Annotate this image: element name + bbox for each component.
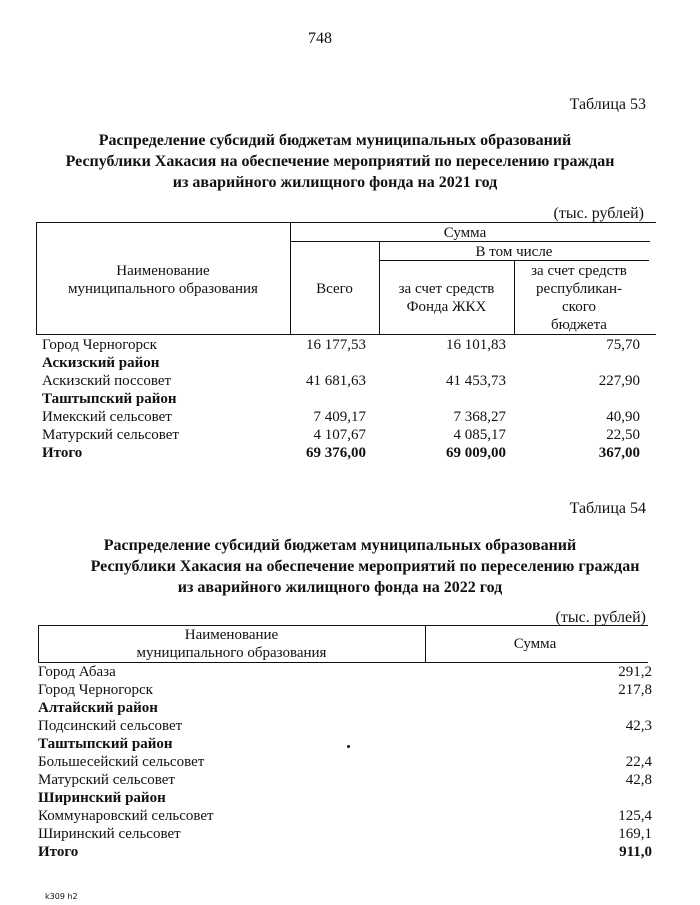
row-sum: 42,3: [625, 718, 652, 734]
row-name: Город Абаза: [38, 664, 116, 680]
row-republic: 367,00: [598, 445, 640, 461]
table-53-title-line: Республики Хакасия на обеспечение мероприятий по переселению граждан: [65, 153, 615, 170]
column-header-total: Всего: [316, 281, 353, 297]
row-name: Аскизский район: [42, 355, 160, 371]
table-54-title-line: Республики Хакасия на обеспечение мероприятий по переселению граждан: [90, 558, 640, 575]
column-header-sum: Сумма: [513, 636, 557, 652]
row-fund: 4 085,17: [453, 427, 506, 443]
row-fund: 7 368,27: [453, 409, 506, 425]
header-line: ского: [562, 299, 596, 315]
table-row: [38, 753, 652, 771]
row-sum: 42,8: [625, 772, 652, 788]
table-53-title-line: Распределение субсидий бюджетам муниципальных образований: [98, 132, 572, 149]
table-53-title-line: из аварийного жилищного фонда на 2021 год: [172, 174, 498, 191]
row-name: Итого: [38, 844, 79, 860]
header-line: Фонда ЖКХ: [406, 299, 487, 315]
footer-code: k309 h2: [45, 892, 78, 901]
row-name: Коммунаровский сельсовет: [38, 808, 214, 824]
column-header-name: [38, 626, 425, 662]
row-name: Таштыпский район: [38, 736, 173, 752]
table-53-header-border: [36, 334, 656, 335]
row-name: Подсинский сельсовет: [38, 718, 183, 734]
column-header-sum: Сумма: [443, 225, 487, 241]
row-fund: 69 009,00: [446, 445, 506, 461]
table-row: [42, 372, 640, 390]
row-sum: 22,4: [625, 754, 652, 770]
table-row: [38, 663, 652, 681]
table-53-header-border: [36, 222, 656, 223]
row-republic: 40,90: [606, 409, 640, 425]
table-row: [38, 681, 652, 699]
row-fund: 41 453,73: [446, 373, 506, 389]
stray-dot-mark: [347, 745, 350, 748]
table-54-title-line: Распределение субсидий бюджетам муниципальных образований: [103, 537, 577, 554]
row-republic: 22,50: [606, 427, 640, 443]
table-row: [38, 807, 652, 825]
row-total: 4 107,67: [313, 427, 366, 443]
row-name: Город Черногорск: [38, 682, 153, 698]
row-republic: 227,90: [598, 373, 640, 389]
table-row: [38, 717, 652, 735]
header-line: за счет средств: [398, 281, 495, 297]
row-total: 7 409,17: [313, 409, 366, 425]
table-row: [42, 426, 640, 444]
row-name: Большесейский сельсовет: [38, 754, 205, 770]
column-header-republic: [514, 262, 644, 334]
table-row: [38, 735, 640, 753]
row-total: 69 376,00: [306, 445, 366, 461]
table-row: [42, 408, 640, 426]
table-54-units: (тыс. рублей): [555, 609, 646, 626]
row-name: Итого: [42, 445, 83, 461]
table-row: [42, 336, 640, 354]
header-line: республикан-: [535, 281, 623, 297]
table-row: [38, 771, 652, 789]
column-header-fund: [379, 280, 514, 316]
row-total: 16 177,53: [306, 337, 366, 353]
row-fund: 16 101,83: [446, 337, 506, 353]
row-name: Ширинский район: [38, 790, 166, 806]
row-name: Таштыпский район: [42, 391, 177, 407]
column-header-name: [36, 262, 290, 298]
table-row: [38, 699, 640, 717]
header-line: за счет средств: [531, 263, 627, 279]
table-53-label: Таблица 53: [569, 96, 646, 113]
header-line: Наименование: [116, 263, 210, 279]
row-sum: 125,4: [618, 808, 652, 824]
page-number: 748: [308, 30, 332, 47]
row-republic: 75,70: [606, 337, 640, 353]
row-sum: 911,0: [619, 844, 652, 860]
table-53-units: (тыс. рублей): [553, 205, 644, 222]
header-line: муниципального образования: [68, 281, 258, 297]
header-line: муниципального образования: [136, 645, 327, 661]
row-sum: 291,2: [618, 664, 652, 680]
row-name: Имекский сельсовет: [42, 409, 172, 425]
table-54-label: Таблица 54: [569, 500, 646, 517]
column-header-including: В том числе: [475, 244, 553, 260]
table-row-total: [42, 444, 640, 462]
row-name: Аскизский поссовет: [42, 373, 172, 389]
row-sum: 217,8: [618, 682, 652, 698]
table-row: [42, 390, 640, 408]
row-name: Алтайский район: [38, 700, 158, 716]
row-total: 41 681,63: [306, 373, 366, 389]
row-name: Город Черногорск: [42, 337, 157, 353]
table-row: [42, 354, 640, 372]
row-name: Матурский сельсовет: [38, 772, 175, 788]
table-54-title-line: из аварийного жилищного фонда на 2022 год: [177, 579, 503, 596]
table-row: [38, 825, 652, 843]
row-name: Матурский сельсовет: [42, 427, 179, 443]
row-name: Ширинский сельсовет: [38, 826, 181, 842]
header-line: бюджета: [551, 317, 607, 333]
header-line: Наименование: [184, 627, 279, 643]
table-row-total: [38, 843, 652, 861]
table-row: [38, 789, 640, 807]
row-sum: 169,1: [618, 826, 652, 842]
